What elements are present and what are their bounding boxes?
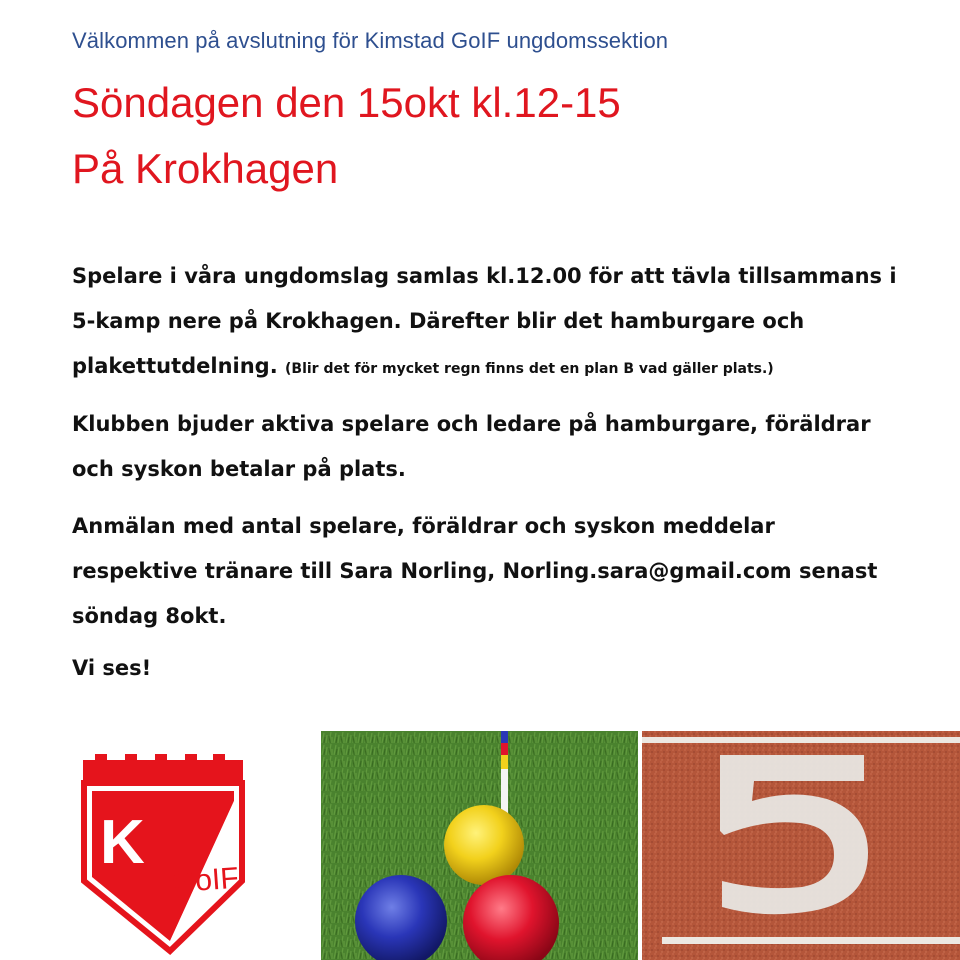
welcome-text: Välkommen på avslutning för Kimstad GoIF ungdomssektion <box>72 28 669 53</box>
place-headline: På Krokhagen <box>72 145 339 192</box>
paragraph-food: Klubben bjuder aktiva spelare och ledare på hamburgare, föräldrar och syskon betalar på plats. <box>72 412 871 481</box>
logo-letter: K <box>100 808 145 877</box>
paragraph-gathering <box>72 254 902 392</box>
logo-club-name: GoIF <box>170 861 240 900</box>
date-headline: Söndagen den 15okt kl.12-15 <box>72 79 621 126</box>
club-logo <box>0 731 318 960</box>
balls-photo <box>321 731 638 960</box>
paragraph-registration: Anmälan med antal spelare, föräldrar och syskon meddelar respektive tränare till Sara Norling, Norling.sara@gmail.com senast söndag 8okt. <box>72 514 878 628</box>
rain-note: (Blir det för mycket regn finns det en plan B vad gäller plats.) <box>285 361 774 377</box>
track-photo <box>642 731 960 960</box>
paragraph-gathering-main: Spelare i våra ungdomslag samlas kl.12.00 för att tävla tillsammans i 5-kamp nere på Krokhagen. Därefter blir det hamburgare och plakettutdelning. <box>72 264 897 378</box>
closing-text: Vi ses! <box>72 656 152 680</box>
image-row <box>0 731 960 960</box>
